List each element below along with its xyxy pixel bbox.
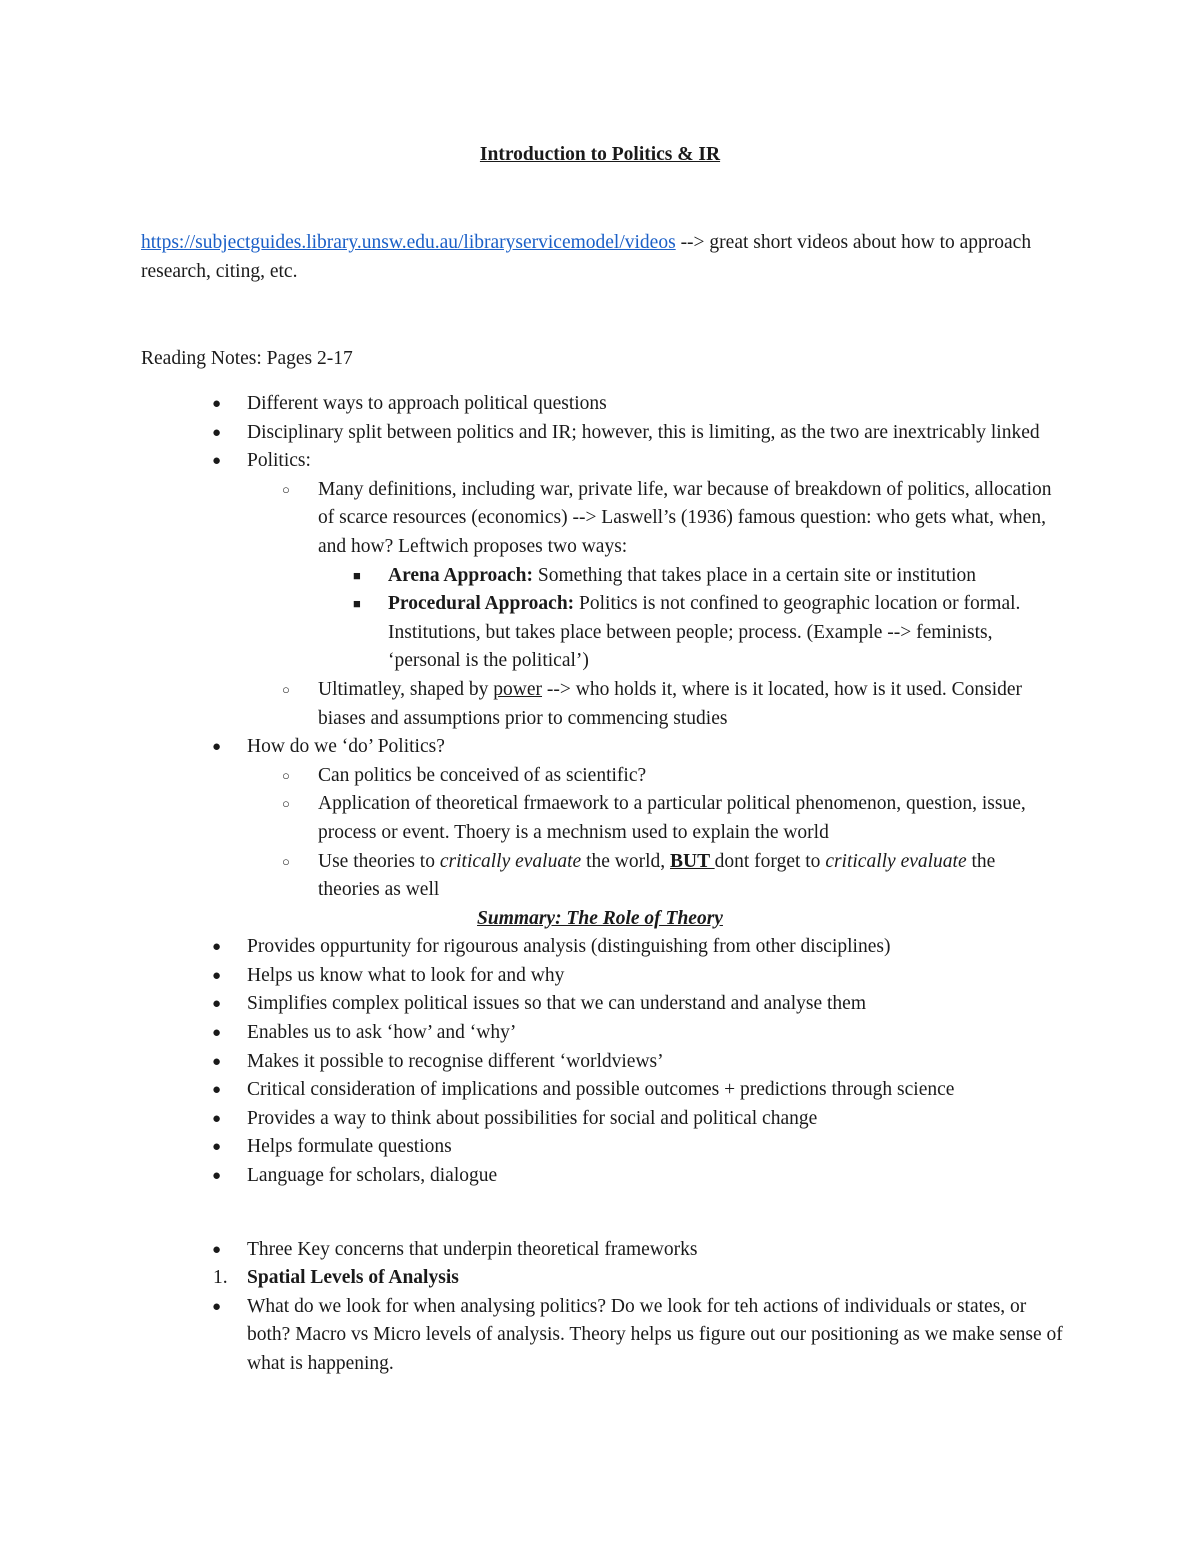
bullet-icon: ● [212, 996, 222, 1013]
summary-heading: Summary: The Role of Theory [477, 907, 723, 929]
bullet-icon: ● [212, 1082, 222, 1099]
sub-list-item: ○ Can politics be conceived of as scientific? [0, 762, 1058, 791]
document-title: Introduction to Politics & IR [479, 144, 721, 165]
list-item: ● Helps us know what to look for and why [0, 962, 1067, 991]
square-bullet-icon: ■ [353, 567, 361, 583]
list-item: ● How do we ‘do’ Politics? [0, 733, 1067, 762]
but-emphasis: BUT [670, 850, 715, 872]
bullet-icon: ● [212, 1110, 222, 1127]
resource-paragraph [141, 229, 1061, 286]
list-item: ● Enables us to ask ‘how’ and ‘why’ [0, 1019, 1067, 1048]
list-item: ● Three Key concerns that underpin theoretical frameworks [0, 1236, 1067, 1265]
notes-body [0, 390, 1200, 1379]
list-item: ● Critical consideration of implications and possible outcomes + predictions through science [0, 1076, 1067, 1105]
item-number: 1. [213, 1267, 228, 1289]
link-description: --> great short videos about how to approach research, citing, etc. [141, 232, 1032, 282]
list-item: ● Provides oppurtunity for rigourous analysis (distinguishing from other disciplines) [0, 933, 1067, 962]
bullet-icon: ● [212, 1139, 222, 1156]
sub-sub-list-item: ■ Procedural Approach: Politics is not confined to geographic location or formal. Institutions, but takes place between people; process. (Example --> feminists, ‘personal is the political’) [0, 590, 1058, 676]
sub-sub-list-item: ■ Arena Approach: Something that takes place in a certain site or institution [0, 562, 1058, 591]
circle-bullet-icon: ○ [282, 853, 290, 869]
reading-notes-heading: Reading Notes: Pages 2-17 [141, 348, 353, 369]
circle-bullet-icon: ○ [282, 767, 290, 783]
square-bullet-icon: ■ [353, 596, 361, 612]
list-item: ● Helps formulate questions [0, 1133, 1067, 1162]
bullet-icon: ● [212, 1298, 222, 1315]
bullet-icon: ● [212, 396, 222, 412]
power-word: power [493, 678, 543, 700]
sub-list-item: ○ Many definitions, including war, private life, war because of breakdown of politics, allocation of scarce resources (economics) --> Laswell’s (1936) famous question: who gets what, when, and how? Leftwich proposes two ways: [0, 476, 1058, 562]
arena-approach-label: Arena Approach: [388, 564, 534, 586]
list-item: ● Simplifies complex political issues so that we can understand and analyse them [0, 990, 1067, 1019]
list-item: ● Provides a way to think about possibilities for social and political change [0, 1105, 1067, 1134]
spatial-levels-heading: Spatial Levels of Analysis [247, 1267, 459, 1289]
list-item: ● Language for scholars, dialogue [0, 1162, 1067, 1191]
bullet-icon: ● [212, 739, 222, 756]
bullet-icon: ● [212, 424, 222, 441]
list-item: ● Disciplinary split between politics and IR; however, this is limiting, as the two are inextricably linked [0, 419, 1067, 448]
sub-list-item: ○ Use theories to critically evaluate the world, BUT dont forget to critically evaluate the theories as well [0, 848, 1058, 905]
list-item: ● Makes it possible to recognise different ‘worldviews’ [0, 1048, 1067, 1077]
sub-list-item: ○ Ultimatley, shaped by power --> who holds it, where is it located, how is it used. Consider biases and assumptions prior to commencing studies [0, 676, 1058, 733]
circle-bullet-icon: ○ [282, 481, 290, 497]
sub-list-item: ○ Application of theoretical frmaework to a particular political phenomenon, question, issue, process or event. Thoery is a mechnism used to explain the world [0, 790, 1058, 847]
bullet-icon: ● [212, 939, 222, 956]
circle-bullet-icon: ○ [282, 681, 290, 697]
library-videos-link[interactable]: https://subjectguides.library.unsw.edu.au/libraryservicemodel/videos [141, 232, 676, 253]
bullet-icon: ● [212, 1241, 222, 1258]
list-item: ● What do we look for when analysing politics? Do we look for teh actions of individuals or states, or both? Macro vs Micro levels of analysis. Theory helps us figure out our positioning as we make sense of what is happening. [0, 1293, 1067, 1379]
list-item: ● Different ways to approach political questions [0, 390, 1067, 419]
bullet-icon: ● [212, 1053, 222, 1070]
bullet-icon: ● [212, 1168, 222, 1185]
numbered-item [0, 1264, 1067, 1293]
bullet-icon: ● [212, 453, 222, 470]
bullet-icon: ● [212, 967, 222, 984]
circle-bullet-icon: ○ [282, 796, 290, 812]
spacer [0, 1191, 1200, 1236]
bullet-icon: ● [212, 1025, 222, 1042]
list-item: ● Politics: [0, 447, 1067, 476]
procedural-approach-label: Procedural Approach: [388, 593, 575, 615]
